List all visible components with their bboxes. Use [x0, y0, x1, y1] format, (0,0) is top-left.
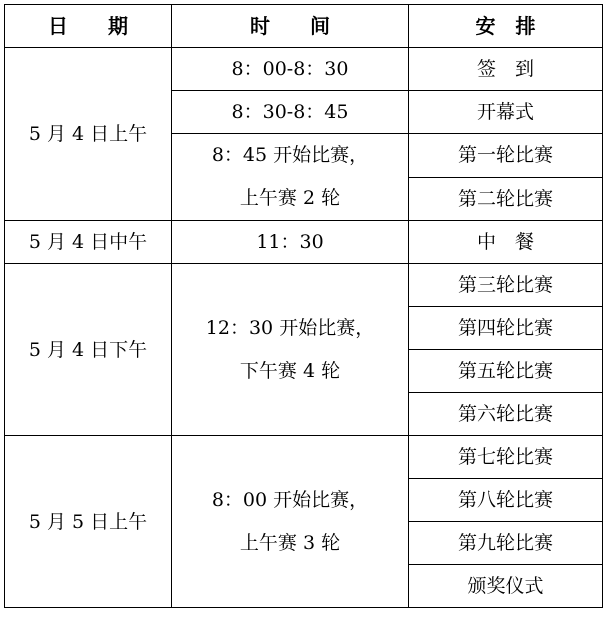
arrangement-cell: 第五轮比赛 [409, 350, 603, 393]
date-cell: 5 月 4 日中午 [5, 221, 172, 264]
header-date: 日 期 [5, 5, 172, 48]
time-cell-line: 上午赛 3 轮 [239, 531, 341, 554]
arrangement-cell: 第七轮比赛 [409, 436, 603, 479]
schedule-table [4, 4, 603, 608]
arrangement-cell: 第六轮比赛 [409, 393, 603, 436]
header-row [5, 5, 603, 48]
time-cell: 11：30 [172, 221, 409, 264]
time-cell [172, 264, 409, 436]
header-arrangement: 安 排 [409, 5, 603, 48]
table-row [5, 48, 603, 91]
time-cell-line: 下午赛 4 轮 [239, 359, 341, 382]
arrangement-cell: 第一轮比赛 [409, 134, 603, 178]
arrangement-cell: 颁奖仪式 [409, 565, 603, 608]
arrangement-cell: 第八轮比赛 [409, 479, 603, 522]
table-row [5, 264, 603, 307]
arrangement-cell: 第九轮比赛 [409, 522, 603, 565]
arrangement-cell: 中 餐 [409, 221, 603, 264]
time-cell: 8：00-8：30 [172, 48, 409, 91]
time-cell-line: 12：30 开始比赛， [205, 316, 375, 339]
time-cell [172, 134, 409, 221]
header-time: 时 间 [172, 5, 409, 48]
time-cell [172, 436, 409, 608]
table-row [5, 436, 603, 479]
time-cell-line: 8：00 开始比赛， [211, 488, 369, 511]
arrangement-cell: 第四轮比赛 [409, 307, 603, 350]
date-cell: 5 月 5 日上午 [5, 436, 172, 608]
time-cell-line: 上午赛 2 轮 [239, 187, 341, 209]
date-cell: 5 月 4 日下午 [5, 264, 172, 436]
table-row [5, 221, 603, 264]
arrangement-cell: 第三轮比赛 [409, 264, 603, 307]
arrangement-cell: 开幕式 [409, 91, 603, 134]
arrangement-cell: 签 到 [409, 48, 603, 91]
arrangement-cell: 第二轮比赛 [409, 177, 603, 221]
time-cell: 8：30-8：45 [172, 91, 409, 134]
time-cell-line: 8：45 开始比赛， [211, 144, 369, 166]
date-cell: 5 月 4 日上午 [5, 48, 172, 221]
